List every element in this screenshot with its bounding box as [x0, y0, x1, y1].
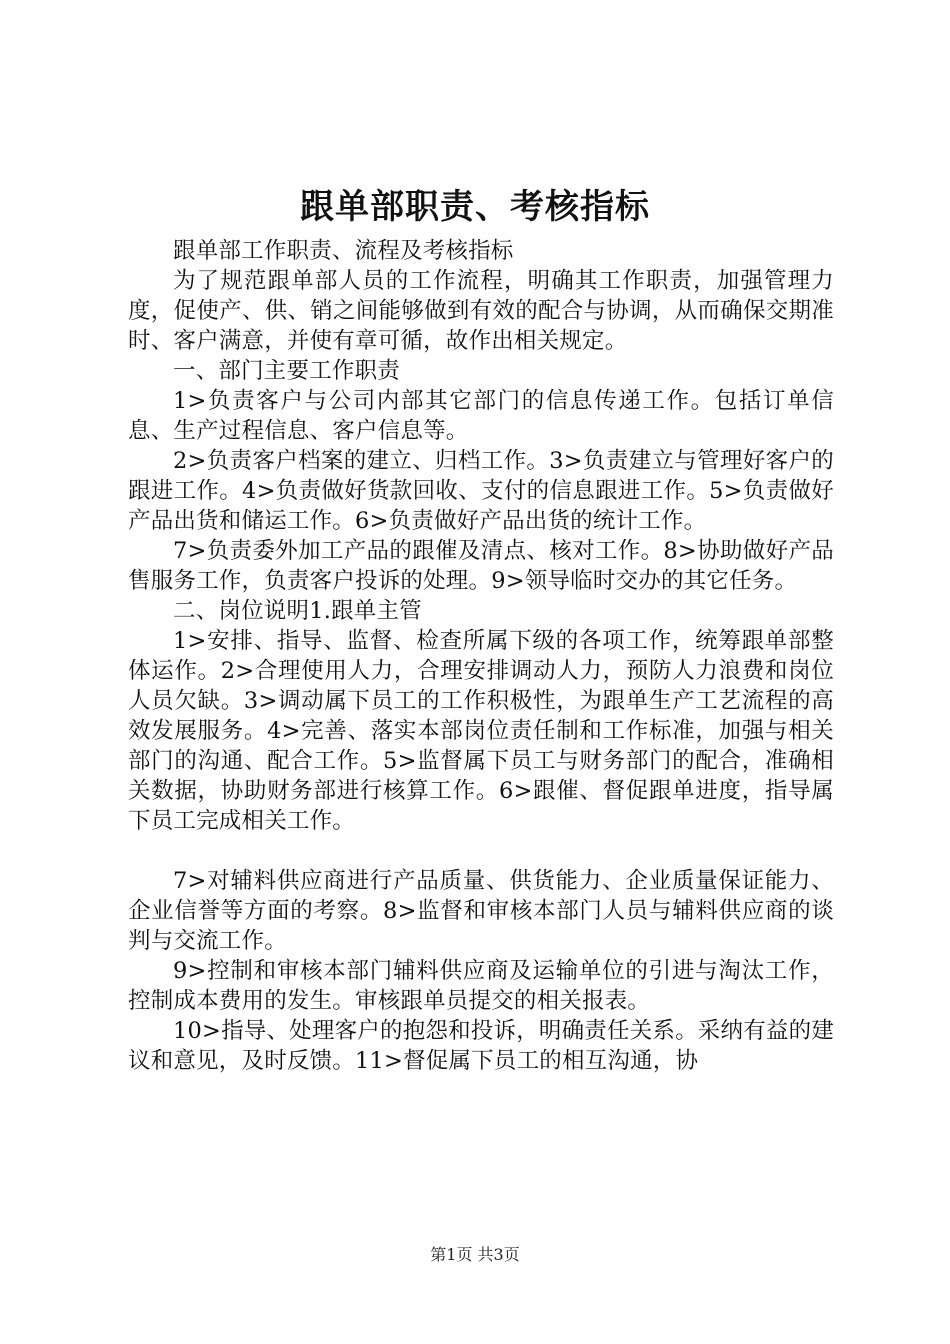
document-title: 跟单部职责、考核指标: [300, 187, 650, 227]
paragraph-supervisor-1-6: 1>安排、指导、监督、检查所属下级的各项工作，统筹跟单部整体运作。2>合理使用人力，合理安排调动人力，预防人力浪费和岗位人员欠缺。3>调动属下员工的工作积极性，为跟单生产工艺流程的高效发展服务。4>完善、落实本部岗位责任制和工作标准，加强与相关部门的沟通、配合工作。5>监督属下员工与财务部门的配合，准确相关数据，协助财务部进行核算工作。6>跟催、督促跟单进度，指导属下员工完成相关工作。: [128, 628, 834, 834]
paragraph-supervisor-7-8: 7>对辅料供应商进行产品质量、供货能力、企业质量保证能力、企业信誉等方面的考察。8>监督和审核本部门人员与辅料供应商的谈判与交流工作。: [128, 868, 834, 954]
document-body: [128, 236, 834, 1076]
page-footer: 第1页 共3页: [430, 1245, 520, 1264]
section-heading-duties: 一、部门主要工作职责: [173, 358, 401, 384]
paragraph-intro: 为了规范跟单部人员的工作流程，明确其工作职责，加强管理力度，促使产、供、销之间能够做到有效的配合与协调，从而确保交期准时、客户满意，并使有章可循，故作出相关规定。: [128, 268, 834, 354]
paragraph-supervisor-9: 9>控制和审核本部门辅料供应商及运输单位的引进与淘汰工作，控制成本费用的发生。审核跟单员提交的相关报表。: [128, 958, 834, 1014]
paragraph-duty-1: 1>负责客户与公司内部其它部门的信息传递工作。包括订单信息、生产过程信息、客户信息等。: [128, 388, 834, 444]
section-heading-positions: 二、岗位说明1.跟单主管: [173, 598, 422, 624]
paragraph-duties-7-9: 7>负责委外加工产品的跟催及清点、核对工作。8>协助做好产品售服务工作，负责客户投诉的处理。9>领导临时交办的其它任务。: [128, 538, 834, 594]
paragraph-subtitle: 跟单部工作职责、流程及考核指标: [173, 238, 514, 264]
paragraph-duties-2-6: 2>负责客户档案的建立、归档工作。3>负责建立与管理好客户的跟进工作。4>负责做好货款回收、支付的信息跟进工作。5>负责做好产品出货和储运工作。6>负责做好产品出货的统计工作。: [128, 448, 834, 534]
paragraph-supervisor-10-11: 10>指导、处理客户的抱怨和投诉，明确责任关系。采纳有益的建议和意见，及时反馈。11>督促属下员工的相互沟通，协: [128, 1018, 834, 1074]
